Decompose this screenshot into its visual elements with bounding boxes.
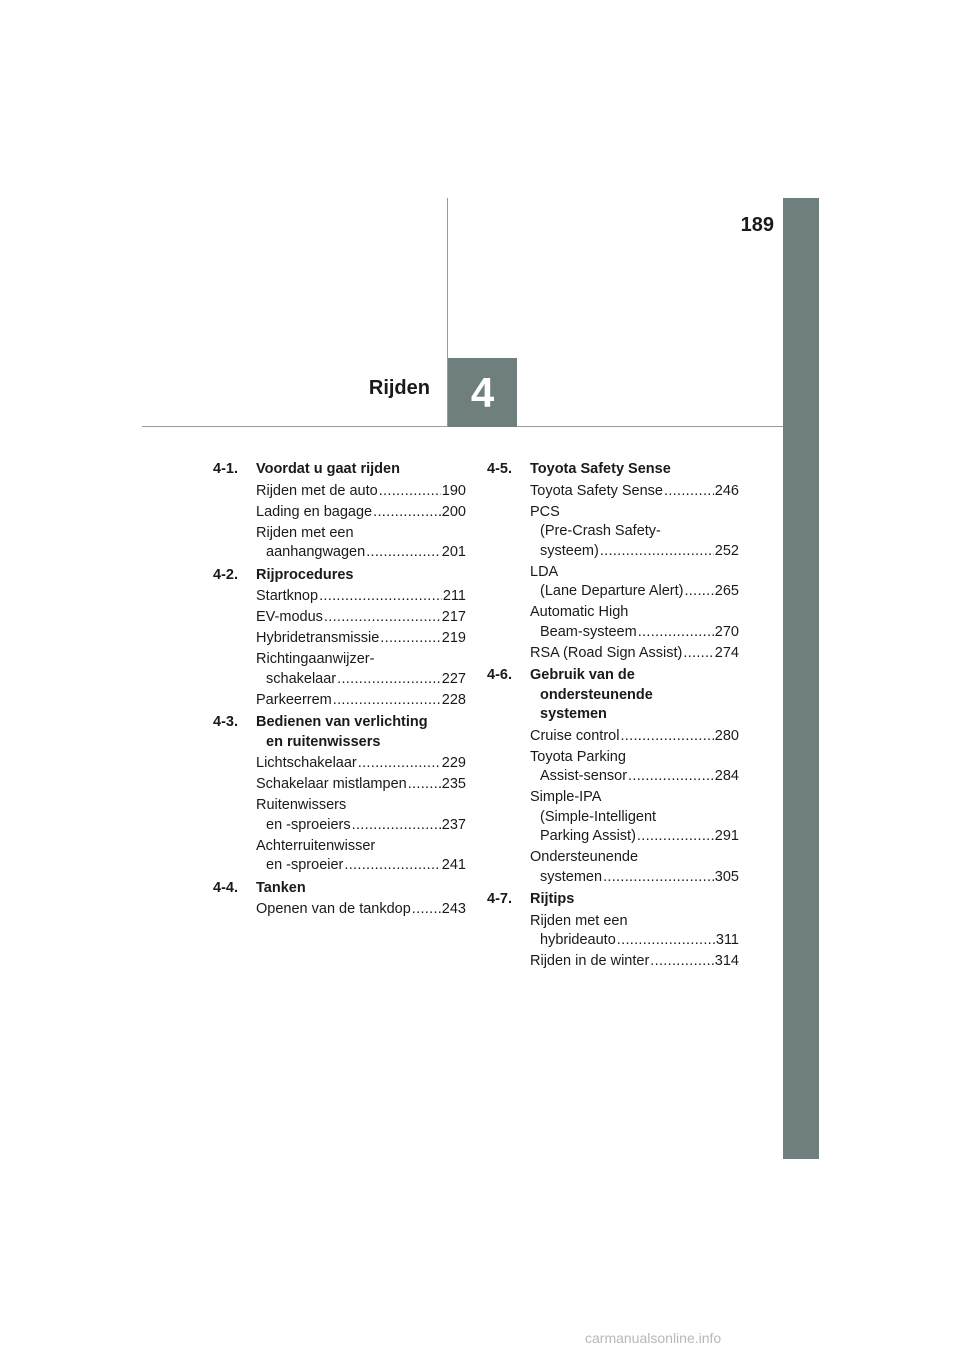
toc-entries [530,912,739,972]
toc-entry[interactable] [256,837,466,876]
entry-page-number: 274 [714,644,739,661]
entry-lead-line: Richtingaanwijzer- [256,651,375,667]
toc-entry[interactable] [530,644,739,664]
section-title [530,666,739,725]
toc-section [213,879,466,920]
entry-lead-lines [530,912,739,932]
toc-section [213,460,466,563]
entry-line [530,952,739,972]
toc-entries [256,900,466,920]
entry-title: EV-modus [256,609,323,625]
section-title-line: Tanken [256,879,306,896]
chapter-side-tab [783,198,819,1159]
toc-entry[interactable] [256,775,466,795]
section-number: 4-1. [213,461,238,477]
entry-line [256,608,466,628]
entry-line [256,691,466,711]
entry-line [530,767,739,787]
dot-leader [650,952,714,972]
section-heading [213,460,466,480]
entry-title: systemen [540,868,603,885]
toc-entry[interactable] [530,912,739,951]
entry-lead-lines [256,524,466,544]
dot-leader [638,623,714,643]
dot-leader [412,900,441,920]
toc-entry[interactable] [256,608,466,628]
toc-entry[interactable] [530,952,739,972]
dot-leader [324,608,441,628]
toc-section [213,566,466,711]
section-title-line: Rijprocedures [256,566,354,583]
entry-line [530,542,739,562]
toc-entry[interactable] [256,587,466,607]
entry-lead-line: Automatic High [530,604,629,620]
entry-lead-line: Rijden met een [256,524,354,541]
toc-entry[interactable] [530,603,739,642]
entry-page-number: 237 [441,816,466,833]
toc-entry[interactable] [530,848,739,887]
section-title-line: Voordat u gaat rijden [256,461,400,477]
toc-entry[interactable] [256,524,466,563]
entry-page-number: 246 [714,482,739,499]
section-number: 4-5. [487,461,512,477]
dot-leader [620,727,713,747]
section-heading [213,566,466,586]
section-title-line: systemen [540,706,607,722]
entry-lead-lines [530,748,739,768]
section-title [530,890,739,910]
entry-lead-line: (Pre-Crash Safety- [540,523,661,539]
entry-page-number: 280 [714,727,739,744]
entry-lead-line: LDA [530,563,559,580]
entry-title: Toyota Safety Sense [530,482,663,499]
toc-section [487,666,739,887]
entry-lead-lines [530,603,739,623]
entry-page-number: 291 [714,828,739,844]
entry-lead-lines [530,563,739,583]
entry-lead-line: PCS [530,503,560,520]
toc-entry[interactable] [530,563,739,602]
toc-entry[interactable] [256,629,466,649]
entry-page-number: 200 [441,503,466,520]
entry-page-number: 201 [441,544,466,560]
toc-entries [256,482,466,563]
section-number: 4-7. [487,891,512,907]
section-heading [213,713,466,752]
section-number: 4-3. [213,714,238,730]
section-title-line: en ruitenwissers [266,733,381,750]
dot-leader [379,482,441,502]
section-title-line: Gebruik van de [530,667,635,683]
dot-leader [366,543,441,563]
dot-leader [637,827,714,847]
toc-entries [256,587,466,710]
dot-leader [628,767,714,787]
dot-leader [380,629,441,649]
entry-line [256,482,466,502]
entry-lead-lines [256,796,466,816]
entry-line [256,503,466,523]
entry-title: schakelaar [266,670,337,687]
dot-leader [684,582,713,602]
section-title [256,566,466,586]
entry-title: Hybridetransmissie [256,630,380,646]
dot-leader [664,482,714,502]
dot-leader [600,542,714,562]
toc-entry[interactable] [530,788,739,847]
entry-lead-lines [530,848,739,868]
dot-leader [683,644,713,664]
entry-title: Rijden met de auto [256,482,378,499]
dot-leader [617,931,715,951]
entry-title: Schakelaar mistlampen [256,776,407,792]
entry-page-number: 217 [441,609,466,625]
entry-line [530,623,739,643]
entry-title: Lading en bagage [256,503,373,520]
entry-line [256,754,466,774]
toc-column-left [213,460,466,923]
section-title-line: Toyota Safety Sense [530,461,671,477]
entry-page-number: 227 [441,670,466,687]
entry-line [530,727,739,747]
dot-leader [408,775,441,795]
section-title [256,460,466,480]
watermark: carmanualsonline.info [585,1330,722,1346]
toc-entry[interactable] [256,482,466,502]
entry-page-number: 270 [714,623,739,640]
entry-title: Beam-systeem [540,623,637,640]
section-number: 4-4. [213,879,238,896]
entry-page-number: 314 [714,953,739,969]
entry-line [530,482,739,502]
entry-title: (Lane Departure Alert) [540,583,684,599]
entry-page-number: 229 [441,755,466,771]
entry-title: aanhangwagen [266,544,366,560]
section-heading [487,890,739,910]
toc-entries [256,754,466,876]
entry-title: en -sproeiers [266,816,351,833]
entry-title: Cruise control [530,727,620,744]
toc-entry[interactable] [530,482,739,502]
entry-line [530,868,739,888]
entry-lead-line: Ondersteunende [530,849,639,865]
entry-title: Parkeerrem [256,691,332,708]
entry-line [530,582,739,602]
entry-page-number: 252 [714,542,739,559]
entry-lead-lines [256,837,466,857]
entry-title: en -sproeier [266,857,344,873]
section-title-line: Bedienen van verlichting [256,714,428,730]
toc-entry[interactable] [530,503,739,562]
entry-page-number: 219 [441,630,466,646]
entry-lead-line: Ruitenwissers [256,797,347,813]
entry-line [256,670,466,690]
toc-entries [530,727,739,888]
entry-line [256,900,466,920]
entry-page-number: 265 [714,583,739,599]
entry-title: systeem) [540,542,599,559]
entry-line [256,856,466,876]
entry-lead-lines [530,503,739,542]
entry-title: Lichtschakelaar [256,755,357,771]
entry-title: Assist-sensor [540,768,628,784]
toc-entry[interactable] [256,503,466,523]
section-title [256,879,466,899]
dot-leader [319,587,442,607]
dot-leader [358,754,441,774]
entry-line [530,827,739,847]
entry-title: RSA (Road Sign Assist) [530,644,683,661]
toc-column-right [487,460,739,975]
entry-page-number: 190 [441,482,466,499]
entry-title: Startknop [256,588,319,604]
dot-leader [337,670,441,690]
section-title [530,460,739,480]
entry-line [256,775,466,795]
entry-page-number: 211 [442,588,466,604]
toc-entry[interactable] [256,900,466,920]
entry-page-number: 284 [714,768,739,784]
entry-line [256,816,466,836]
section-heading [487,460,739,480]
dot-leader [333,691,441,711]
section-title-line: ondersteunende [540,686,653,703]
page-number: 189 [740,214,774,236]
entry-page-number: 243 [441,901,466,917]
toc-section [487,460,739,663]
entry-page-number: 228 [441,691,466,708]
toc-entry[interactable] [256,691,466,711]
entry-page-number: 311 [715,932,739,948]
entry-line [530,931,739,951]
toc-section [213,713,466,876]
entry-line [256,587,466,607]
entry-lead-line: Rijden met een [530,912,628,929]
section-number: 4-6. [487,667,512,683]
toc-entry[interactable] [530,727,739,747]
section-title [256,713,466,752]
section-number: 4-2. [213,566,238,583]
entry-lead-lines [530,788,739,827]
entry-line [256,629,466,649]
toc-section [487,890,739,972]
entry-page-number: 235 [441,776,466,792]
toc-entry[interactable] [530,748,739,787]
toc-entry[interactable] [256,650,466,689]
dot-leader [344,856,440,876]
entry-line [530,644,739,664]
dot-leader [373,503,441,523]
entry-title: Openen van de tankdop [256,901,411,917]
entry-page-number: 305 [714,868,739,885]
chapter-number-box: 4 [448,358,517,427]
entry-title: Parking Assist) [540,828,636,844]
section-heading [487,666,739,725]
entry-lead-line: Achterruitenwisser [256,837,376,854]
dot-leader [352,816,441,836]
entry-title: Rijden in de winter [530,953,650,969]
toc-entry[interactable] [256,754,466,774]
section-heading [213,879,466,899]
chapter-title: Rijden [368,377,430,399]
toc-entries [530,482,739,664]
dot-leader [603,868,714,888]
entry-title: hybrideauto [540,932,616,948]
entry-page-number: 241 [441,857,466,873]
entry-lead-lines [256,650,466,670]
entry-lead-line: Toyota Parking [530,748,626,765]
entry-line [256,543,466,563]
entry-lead-line: (Simple-Intelligent [540,808,657,825]
section-title-line: Rijtips [530,891,575,907]
toc-entry[interactable] [256,796,466,835]
entry-lead-line: Simple-IPA [530,789,602,805]
